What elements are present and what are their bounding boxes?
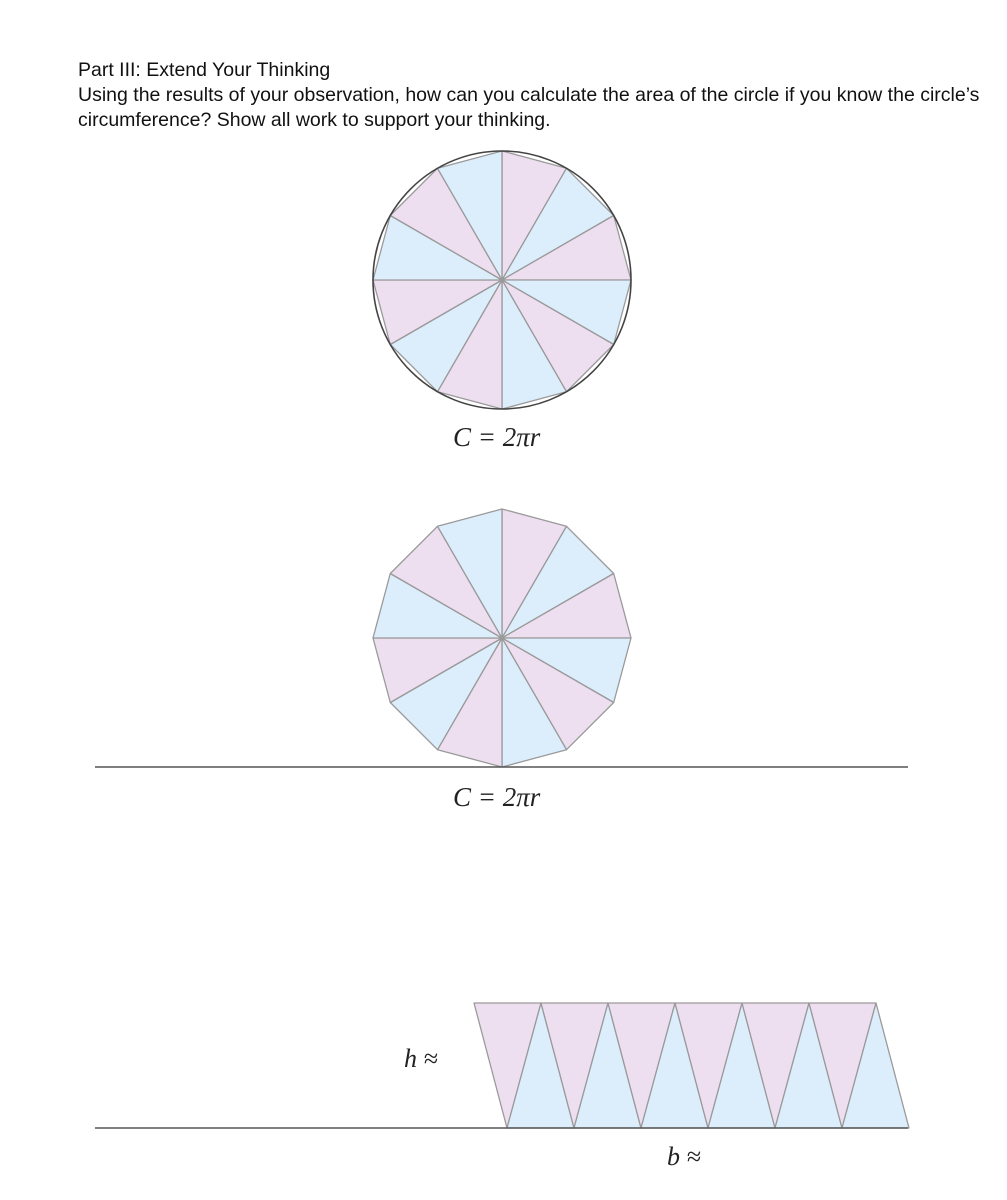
base-label: b ≈ <box>667 1142 701 1171</box>
rearranged-parallelogram <box>474 1003 909 1128</box>
circumference-label-2: C = 2πr <box>453 782 541 812</box>
sectored-dodecagon <box>373 509 631 767</box>
height-label: h ≈ <box>404 1044 438 1073</box>
part-title: Part III: Extend Your Thinking <box>78 59 331 81</box>
circumference-label-1: C = 2πr <box>453 422 541 452</box>
sectored-circle <box>373 151 631 409</box>
question-prompt: Using the results of your observation, how can you calculate the area of the circle if you know the circle’s circumference? Show all work to support your thinking. <box>78 84 980 131</box>
